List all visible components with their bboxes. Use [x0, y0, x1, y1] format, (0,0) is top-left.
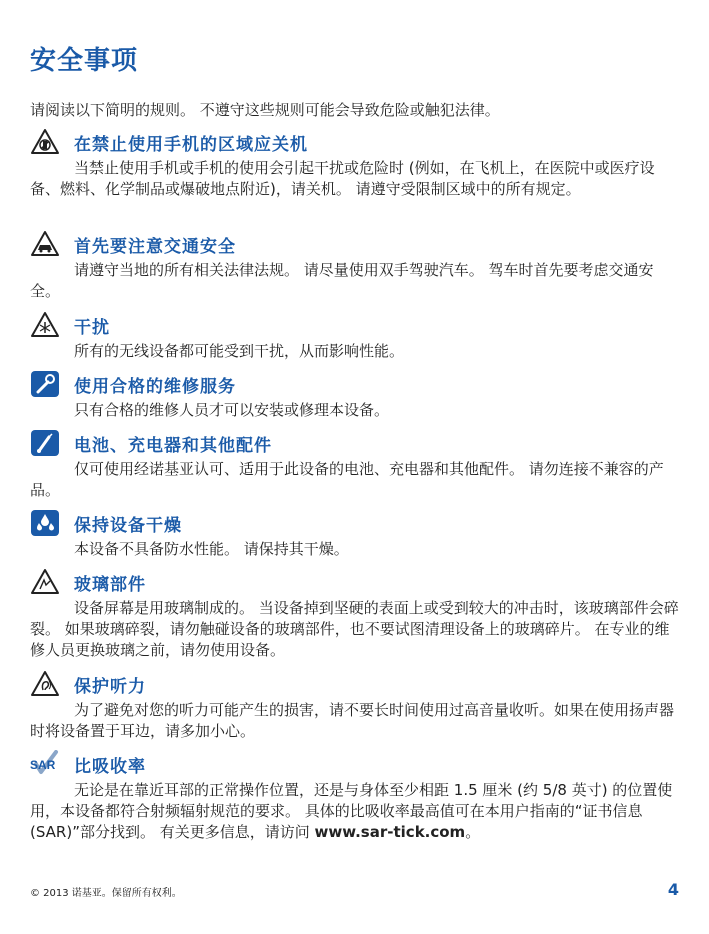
section-body: 请遵守当地的所有相关法律法规。 请尽量使用双手驾驶汽车。 驾车时首先要考虑交通安全。: [30, 261, 654, 300]
section-body: 仅可使用经诺基亚认可、适用于此设备的电池、充电器和其他配件。 请勿连接不兼容的产品。: [30, 460, 664, 499]
page-title: 安全事项: [30, 46, 139, 76]
battery-accessory-icon: [30, 429, 60, 457]
sar-link[interactable]: www.sar-tick.com: [314, 823, 466, 841]
wrench-icon: [30, 370, 60, 398]
section-body: 当禁止使用手机或手机的使用会引起干扰或危险时 (例如，在飞机上，在医院中或医疗设备、燃料、化学制品或爆破地点附近)，请关机。 请遵守受限制区域中的所有规定。: [30, 159, 655, 198]
section-sar: [30, 750, 680, 843]
water-drops-icon: [30, 509, 60, 537]
section-title: 干扰: [74, 317, 110, 338]
broken-glass-warning-icon: [30, 568, 60, 596]
section-keep-dry: [30, 509, 680, 560]
section-no-phone: [30, 128, 680, 200]
copyright-text: © 2013 诺基亚。保留所有权利。: [30, 888, 182, 899]
section-accessories: [30, 429, 680, 501]
section-title: 在禁止使用手机的区域应关机: [74, 134, 308, 155]
sar-body-text: 无论是在靠近耳部的正常操作位置，还是与身体至少相距 1.5 厘米 (约 5/8 英寸) 的位置使用，本设备都符合射频辐射规范的要求。 具体的比吸收率最高值可在本用户指南的“证书信息 (SAR)”部分找到。 有关更多信息，请访问: [30, 781, 673, 841]
page-number: 4: [667, 880, 679, 899]
section-body: 设备屏幕是用玻璃制成的。 当设备掉到坚硬的表面上或受到较大的冲击时，该玻璃部件会碎裂。 如果玻璃碎裂，请勿触碰设备的玻璃部件，也不要试图清理设备上的玻璃碎片。 在专业的维修人员更换玻璃之前，请勿使用设备。: [30, 599, 679, 659]
sar-check-icon: [30, 750, 60, 778]
section-service: [30, 370, 680, 421]
sar-body-end: 。: [465, 823, 481, 841]
section-glass: [30, 568, 680, 661]
car-warning-icon: [30, 230, 60, 258]
section-body: 为了避免对您的听力可能产生的损害，请不要长时间使用过高音量收听。如果在使用扬声器时将设备置于耳边，请多加小心。: [30, 701, 675, 740]
section-hearing: [30, 670, 680, 742]
section-body: 本设备不具备防水性能。 请保持其干燥。: [74, 540, 349, 558]
section-title: 保持设备干燥: [74, 515, 182, 536]
section-title: 首先要注意交通安全: [74, 236, 236, 257]
ear-warning-icon: [30, 670, 60, 698]
section-title: 保护听力: [74, 676, 146, 697]
section-road-safety: [30, 230, 680, 302]
svg-text:SAR: SAR: [30, 758, 56, 772]
section-body: 只有合格的维修人员才可以安装或修理本设备。: [74, 401, 390, 419]
section-title: 玻璃部件: [74, 574, 146, 595]
section-body: 所有的无线设备都可能受到干扰，从而影响性能。: [74, 342, 405, 360]
section-title: 比吸收率: [74, 756, 146, 777]
section-body: [30, 780, 680, 843]
section-interference: [30, 311, 680, 362]
section-title: 电池、充电器和其他配件: [74, 435, 272, 456]
no-phone-warning-icon: [30, 128, 60, 156]
interference-warning-icon: [30, 311, 60, 339]
intro-text: 请阅读以下简明的规则。 不遵守这些规则可能会导致危险或触犯法律。: [30, 101, 500, 119]
section-title: 使用合格的维修服务: [74, 376, 236, 397]
